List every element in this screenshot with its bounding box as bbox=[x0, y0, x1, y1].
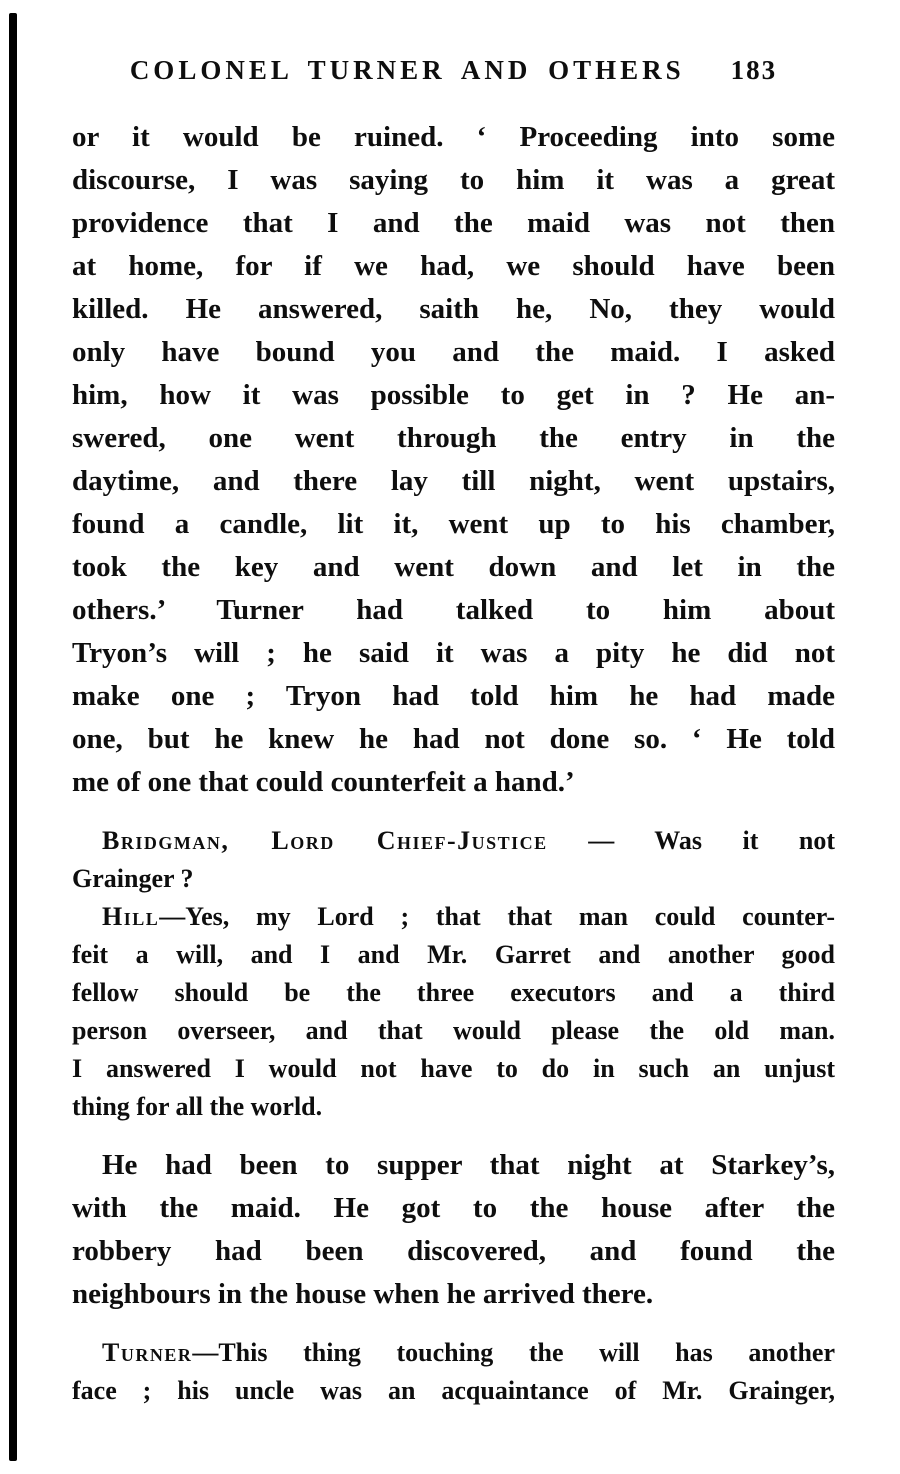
text-line: only have bound you and the maid. I asked bbox=[72, 336, 835, 368]
text-line: Turner—This thing touching the will has another bbox=[102, 1338, 835, 1367]
text-line: swered, one went through the entry in the bbox=[72, 422, 835, 454]
text-line: Grainger ? bbox=[72, 864, 194, 893]
text-line: at home, for if we had, we should have been bbox=[72, 250, 835, 282]
text-line: me of one that could counterfeit a hand.’ bbox=[72, 766, 575, 798]
text-line: person overseer, and that would please the old man. bbox=[72, 1016, 835, 1045]
text-line: found a candle, lit it, went up to his chamber, bbox=[72, 508, 835, 540]
paragraph bbox=[72, 1144, 835, 1316]
text-line: daytime, and there lay till night, went upstairs, bbox=[72, 465, 835, 497]
text-line: discourse, I was saying to him it was a great bbox=[72, 164, 835, 196]
paragraph bbox=[72, 898, 835, 1126]
text-line: make one ; Tryon had told him he had made bbox=[72, 680, 835, 712]
text-line: him, how it was possible to get in ? He an- bbox=[72, 379, 835, 411]
text-block bbox=[72, 116, 835, 1410]
text-line: killed. He answered, saith he, No, they would bbox=[72, 293, 835, 325]
speaker-name: Bridgman, Lord Chief-Justice bbox=[102, 826, 548, 855]
text-line: Bridgman, Lord Chief-Justice — Was it not bbox=[102, 826, 835, 855]
speaker-name: Hill bbox=[102, 902, 160, 931]
text-line: feit a will, and I and Mr. Garret and another good bbox=[72, 940, 835, 969]
running-title: COLONEL TURNER AND OTHERS bbox=[129, 55, 685, 85]
text-line: or it would be ruined. ‘ Proceeding into some bbox=[72, 121, 835, 153]
text-line: He had been to supper that night at Starkey’s, bbox=[102, 1149, 835, 1181]
text-line: took the key and went down and let in the bbox=[72, 551, 835, 583]
page-header bbox=[72, 55, 835, 86]
text-line: with the maid. He got to the house after the bbox=[72, 1192, 835, 1224]
page-number: 183 bbox=[730, 55, 778, 85]
text-line: one, but he knew he had not done so. ‘ He told bbox=[72, 723, 835, 755]
page-content bbox=[72, 55, 835, 1410]
text-line: fellow should be the three executors and a third bbox=[72, 978, 835, 1007]
paragraph bbox=[72, 116, 835, 804]
text-line: neighbours in the house when he arrived there. bbox=[72, 1278, 654, 1310]
text-line: I answered I would not have to do in such an unjust bbox=[72, 1054, 835, 1083]
scan-edge-artifact bbox=[9, 13, 17, 1461]
text-line: others.’ Turner had talked to him about bbox=[72, 594, 835, 626]
paragraph bbox=[72, 822, 835, 898]
text-line: face ; his uncle was an acquaintance of Mr. Grainger, bbox=[72, 1376, 835, 1405]
text-line: Hill—Yes, my Lord ; that that man could counter- bbox=[102, 902, 835, 931]
text-line: Tryon’s will ; he said it was a pity he did not bbox=[72, 637, 835, 669]
text-line: providence that I and the maid was not then bbox=[72, 207, 835, 239]
paragraph bbox=[72, 1334, 835, 1410]
text-line: robbery had been discovered, and found the bbox=[72, 1235, 835, 1267]
speaker-name: Turner bbox=[102, 1338, 193, 1367]
text-line: thing for all the world. bbox=[72, 1092, 323, 1121]
